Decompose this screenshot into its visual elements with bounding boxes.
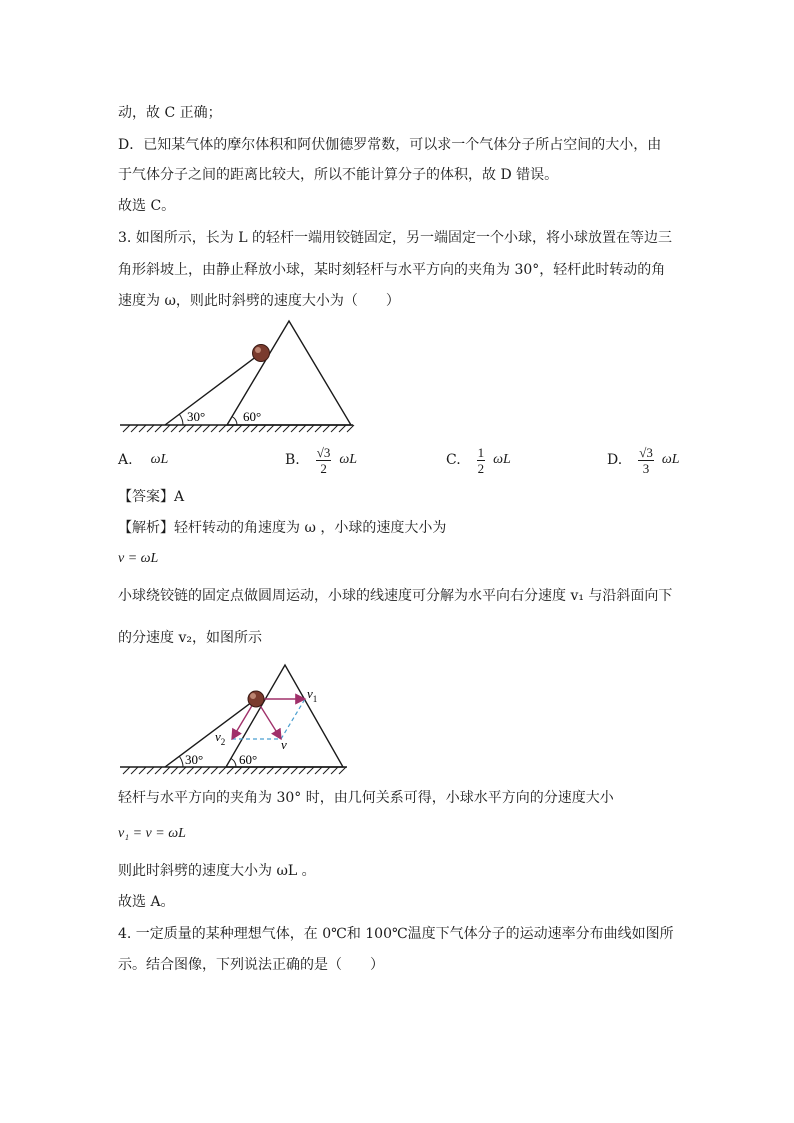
line-2: D．已知某气体的摩尔体积和阿伏伽德罗常数，可以求一个气体分子所占空间的大小，由 <box>118 137 662 153</box>
option-c-tail: ωL <box>493 452 511 467</box>
option-d-denominator: 3 <box>642 460 650 476</box>
ball-highlight <box>255 347 261 353</box>
explanation-line-4: 则此时斜劈的速度大小为 ωL 。 <box>118 863 316 879</box>
option-c-numerator: 1 <box>477 444 485 460</box>
option-a[interactable] <box>118 440 168 480</box>
option-b-label: B. <box>285 452 300 468</box>
figure-2 <box>115 657 355 779</box>
line-1: 动，故 C 正确； <box>118 105 222 121</box>
ground-hatching-2 <box>123 767 346 774</box>
option-d-numerator: √3 <box>639 444 653 460</box>
explanation-line-2: 的分速度 v₂，如图所示 <box>118 630 262 646</box>
angle-arc-60-2 <box>231 759 236 768</box>
equation-1: v = ωL <box>118 551 159 566</box>
ball-2 <box>248 691 264 707</box>
explanation-line-3: 轻杆与水平方向的夹角为 30° 时，由几何关系可得，小球水平方向的分速度大小 <box>118 790 614 806</box>
label-v1: $v_1$ <box>307 686 318 704</box>
ground-hatching <box>123 425 354 432</box>
angle-label-30: 30° <box>187 409 206 424</box>
angle-label-60: 60° <box>243 409 262 424</box>
line-3: 于气体分子之间的距离比较大，所以不能计算分子的体积，故 D 错误。 <box>118 167 559 183</box>
angle-label-30-2: 30° <box>185 752 204 767</box>
label-v2: $v_2$ <box>215 729 226 747</box>
angle-label-60-2: 60° <box>239 752 258 767</box>
question-3-line-3: 速度为 ω，则此时斜劈的速度大小为（ ） <box>118 293 400 309</box>
option-c-fraction <box>477 445 486 476</box>
analysis-line: 【解析】轻杆转动的角速度为 ω ，小球的速度大小为 <box>118 520 447 536</box>
angle-arc-30-2 <box>180 757 184 768</box>
label-v: v <box>281 737 287 752</box>
option-b-numerator: √3 <box>316 444 331 460</box>
option-c-label: C. <box>446 452 461 468</box>
option-d-fraction <box>638 445 654 476</box>
angle-arc-60 <box>232 417 237 426</box>
answer-line: 【答案】A <box>118 489 185 505</box>
question-4-line-2: 示。结合图像，下列说法正确的是（ ） <box>118 957 384 973</box>
line-4: 故选 C。 <box>118 198 176 214</box>
question-4-line-1: 4. 一定质量的某种理想气体，在 0℃和 100℃温度下气体分子的运动速率分布曲线如图所 <box>118 926 674 942</box>
ball-2-highlight <box>250 693 256 699</box>
option-d-label: D. <box>607 452 623 468</box>
explanation-line-5: 故选 A。 <box>118 894 175 910</box>
option-b-fraction <box>316 445 332 476</box>
angle-arc-30 <box>180 415 184 426</box>
option-c[interactable] <box>446 440 511 480</box>
explanation-line-1: 小球绕铰链的固定点做圆周运动，小球的线速度可分解为水平向右分速度 v₁ 与沿斜面向下 <box>118 588 673 604</box>
figure-1 <box>115 315 360 440</box>
option-b[interactable] <box>285 440 357 480</box>
option-d-tail: ωL <box>661 452 680 467</box>
dashed-line-slanted <box>281 699 305 739</box>
ball <box>253 345 270 362</box>
question-3-line-1: 3. 如图所示，长为 L 的轻杆一端用铰链固定，另一端固定一个小球，将小球放置在等边三 <box>118 230 673 246</box>
option-a-expression: ωL <box>150 452 169 467</box>
option-a-label: A. <box>118 452 133 468</box>
option-d[interactable] <box>607 440 680 480</box>
option-b-denominator: 2 <box>320 460 327 476</box>
option-c-denominator: 2 <box>477 460 485 476</box>
question-3-line-2: 角形斜坡上，由静止释放小球，某时刻轻杆与水平方向的夹角为 30°，轻杆此时转动的角 <box>118 262 666 278</box>
option-b-tail: ωL <box>339 452 358 467</box>
equation-2: v₁ = v = ωL <box>118 826 186 841</box>
